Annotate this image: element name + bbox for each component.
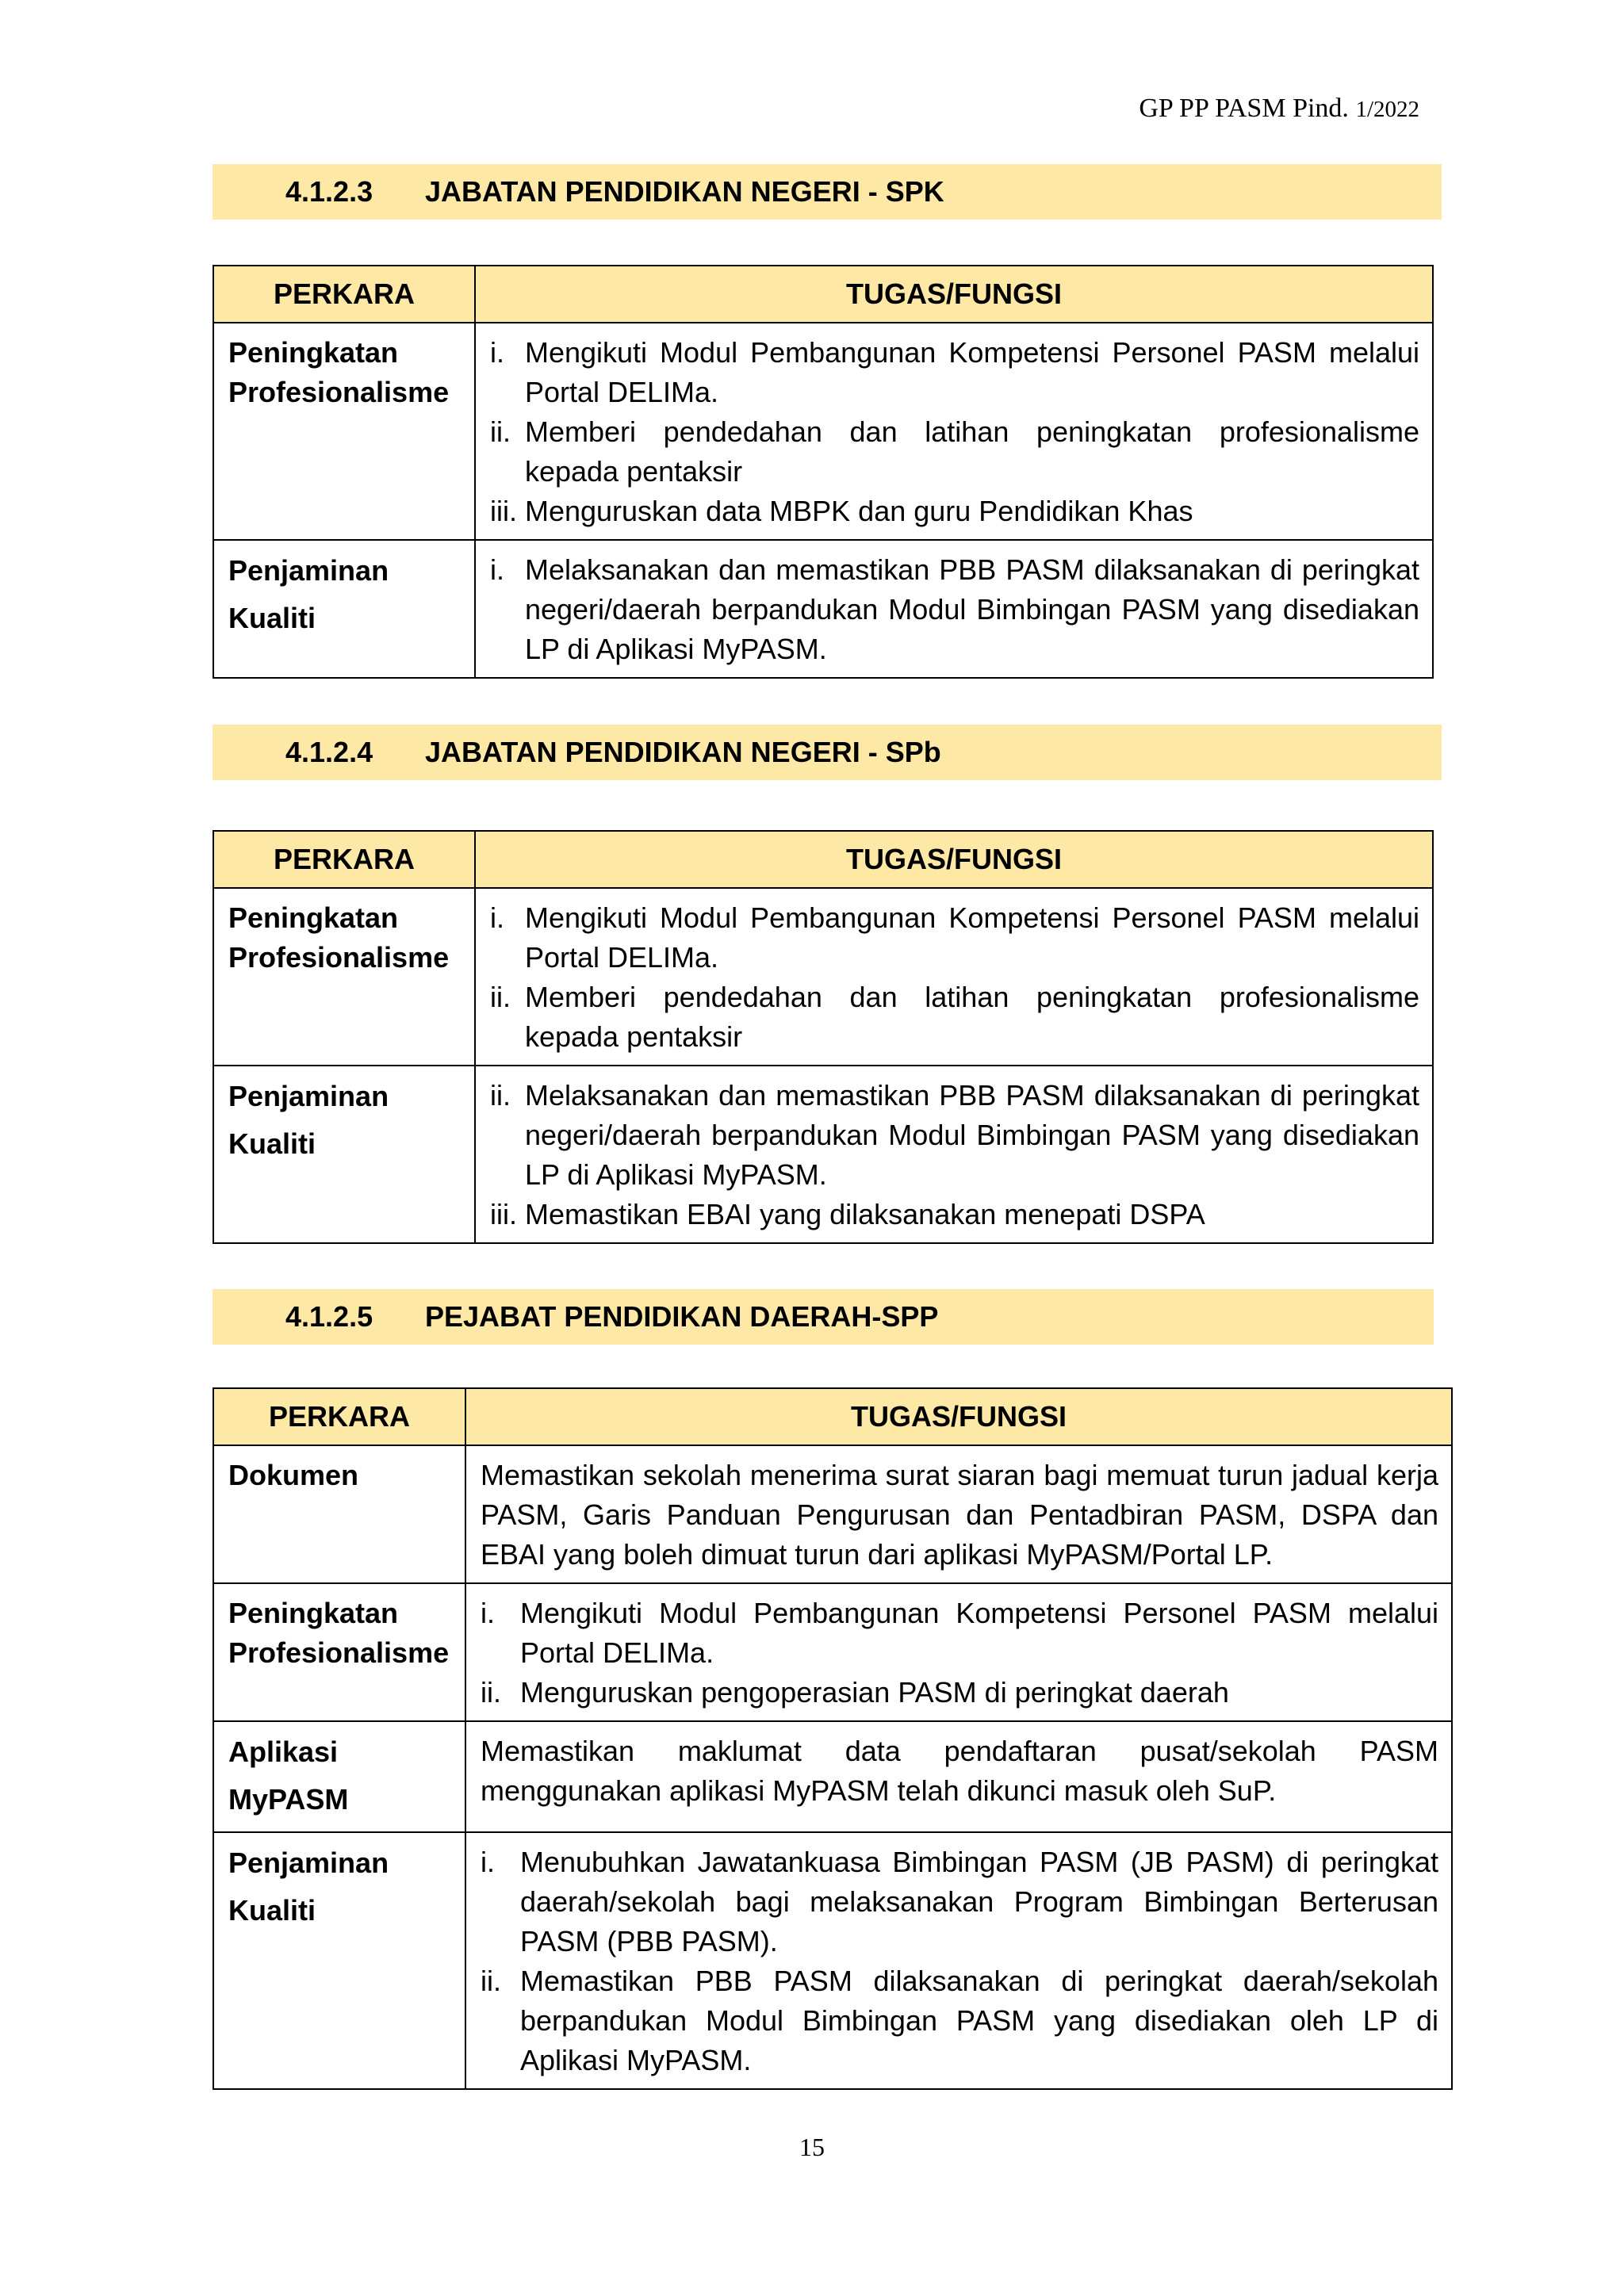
duties-table-spp — [213, 1387, 1453, 2090]
list-marker: i. — [480, 1597, 495, 1629]
table-row — [213, 1721, 1452, 1832]
perkara-cell: Peningkatan Profesionalisme — [213, 323, 475, 540]
list-marker: i. — [489, 553, 504, 586]
list-marker: ii. — [480, 1965, 501, 1997]
list-item-text: Mengikuti Modul Pembangunan Kompetensi Personel PASM melalui Portal DELIMa. — [519, 1597, 1438, 1669]
section-heading-4-1-2-4 — [213, 725, 1442, 780]
duties-table-spk — [213, 265, 1434, 679]
list-marker: i. — [480, 1846, 495, 1878]
list-item — [490, 333, 1419, 412]
section-number: 4.1.2.3 — [285, 175, 373, 208]
table-row — [213, 540, 1433, 678]
list-item — [481, 1594, 1438, 1673]
table-row — [213, 1583, 1452, 1721]
column-header-perkara: PERKARA — [213, 831, 475, 888]
section-heading-4-1-2-5 — [213, 1289, 1434, 1345]
list-item — [481, 1843, 1438, 1961]
fungsi-cell — [465, 1583, 1452, 1721]
fungsi-cell: Memastikan maklumat data pendaftaran pusat/sekolah PASM menggunakan aplikasi MyPASM telah dikunci masuk oleh SuP. — [465, 1721, 1452, 1832]
list-item — [490, 1076, 1419, 1195]
doc-code: GP PP PASM Pind. — [1139, 94, 1349, 123]
section-number: 4.1.2.4 — [285, 736, 373, 768]
page-number: 15 — [799, 2133, 825, 2161]
list-item-text: Melaksanakan dan memastikan PBB PASM dilaksanakan di peringkat negeri/daerah berpandukan Modul Bimbingan PASM yang disediakan LP di Aplikasi MyPASM. — [524, 553, 1419, 665]
list-marker: ii. — [480, 1676, 501, 1709]
fungsi-cell — [475, 540, 1433, 678]
perkara-cell: Penjaminan Kualiti — [213, 540, 475, 678]
fungsi-cell — [475, 888, 1433, 1066]
column-header-fungsi: TUGAS/FUNGSI — [465, 1388, 1452, 1445]
list-item-text: Menguruskan data MBPK dan guru Pendidikan Khas — [524, 495, 1193, 527]
column-header-perkara: PERKARA — [213, 1388, 465, 1445]
list-item — [481, 1673, 1438, 1712]
list-marker: i. — [489, 336, 504, 369]
list-item — [490, 898, 1419, 978]
list-marker: iii. — [489, 1198, 517, 1230]
list-item — [481, 1961, 1438, 2080]
section-number: 4.1.2.5 — [285, 1300, 373, 1333]
list-item-text: Memberi pendedahan dan latihan peningkatan profesionalisme kepada pentaksir — [524, 415, 1419, 488]
table-header-row — [213, 266, 1433, 323]
perkara-cell: Peningkatan Profesionalisme — [213, 888, 475, 1066]
fungsi-cell — [465, 1832, 1452, 2089]
perkara-cell: Penjaminan Kualiti — [213, 1066, 475, 1243]
perkara-cell: Peningkatan Profesionalisme — [213, 1583, 465, 1721]
section-title: JABATAN PENDIDIKAN NEGERI - SPb — [425, 736, 941, 768]
fungsi-cell: Memastikan sekolah menerima surat siaran bagi memuat turun jadual kerja PASM, Garis Panduan Pengurusan dan Pentadbiran PASM, DSPA dan EBAI yang boleh dimuat turun dari aplikasi MyPASM/Portal LP. — [465, 1445, 1452, 1583]
list-item-text: Menguruskan pengoperasian PASM di peringkat daerah — [519, 1676, 1229, 1709]
list-item — [490, 412, 1419, 492]
perkara-cell: Aplikasi MyPASM — [213, 1721, 465, 1832]
list-item-text: Memastikan EBAI yang dilaksanakan menepati DSPA — [524, 1198, 1205, 1230]
table-header-row — [213, 1388, 1452, 1445]
list-item-text: Menubuhkan Jawatankuasa Bimbingan PASM (JB PASM) di peringkat daerah/sekolah bagi melaksanakan Program Bimbingan Berterusan PASM (PBB PASM). — [519, 1846, 1438, 1957]
table-row — [213, 323, 1433, 540]
column-header-fungsi: TUGAS/FUNGSI — [475, 831, 1433, 888]
perkara-cell: Penjaminan Kualiti — [213, 1832, 465, 2089]
perkara-cell: Dokumen — [213, 1445, 465, 1583]
list-marker: ii. — [489, 415, 511, 448]
list-item — [490, 1195, 1419, 1234]
list-item-text: Memastikan PBB PASM dilaksanakan di peringkat daerah/sekolah berpandukan Modul Bimbingan PASM yang disediakan oleh LP di Aplikasi MyPASM. — [519, 1965, 1438, 2076]
list-item-text: Melaksanakan dan memastikan PBB PASM dilaksanakan di peringkat negeri/daerah berpandukan Modul Bimbingan PASM yang disediakan LP di Aplikasi MyPASM. — [524, 1079, 1419, 1191]
fungsi-cell — [475, 1066, 1433, 1243]
list-item — [490, 492, 1419, 531]
list-item — [490, 978, 1419, 1057]
table-row — [213, 1066, 1433, 1243]
list-marker: i. — [489, 901, 504, 934]
list-item-text: Mengikuti Modul Pembangunan Kompetensi Personel PASM melalui Portal DELIMa. — [524, 336, 1419, 408]
list-marker: ii. — [489, 981, 511, 1013]
list-item-text: Memberi pendedahan dan latihan peningkatan profesionalisme kepada pentaksir — [524, 981, 1419, 1053]
table-row — [213, 1832, 1452, 2089]
section-title: JABATAN PENDIDIKAN NEGERI - SPK — [425, 175, 944, 208]
running-header — [1139, 94, 1419, 124]
fungsi-cell — [475, 323, 1433, 540]
column-header-fungsi: TUGAS/FUNGSI — [475, 266, 1433, 323]
section-heading-4-1-2-3 — [213, 164, 1442, 220]
list-item-text: Mengikuti Modul Pembangunan Kompetensi Personel PASM melalui Portal DELIMa. — [524, 901, 1419, 974]
doc-version: 1/2022 — [1355, 97, 1419, 122]
table-row — [213, 1445, 1452, 1583]
list-marker: iii. — [489, 495, 517, 527]
table-row — [213, 888, 1433, 1066]
list-marker: ii. — [489, 1079, 511, 1112]
duties-table-spb — [213, 830, 1434, 1244]
list-item — [490, 550, 1419, 669]
column-header-perkara: PERKARA — [213, 266, 475, 323]
section-title: PEJABAT PENDIDIKAN DAERAH-SPP — [425, 1300, 939, 1333]
table-header-row — [213, 831, 1433, 888]
